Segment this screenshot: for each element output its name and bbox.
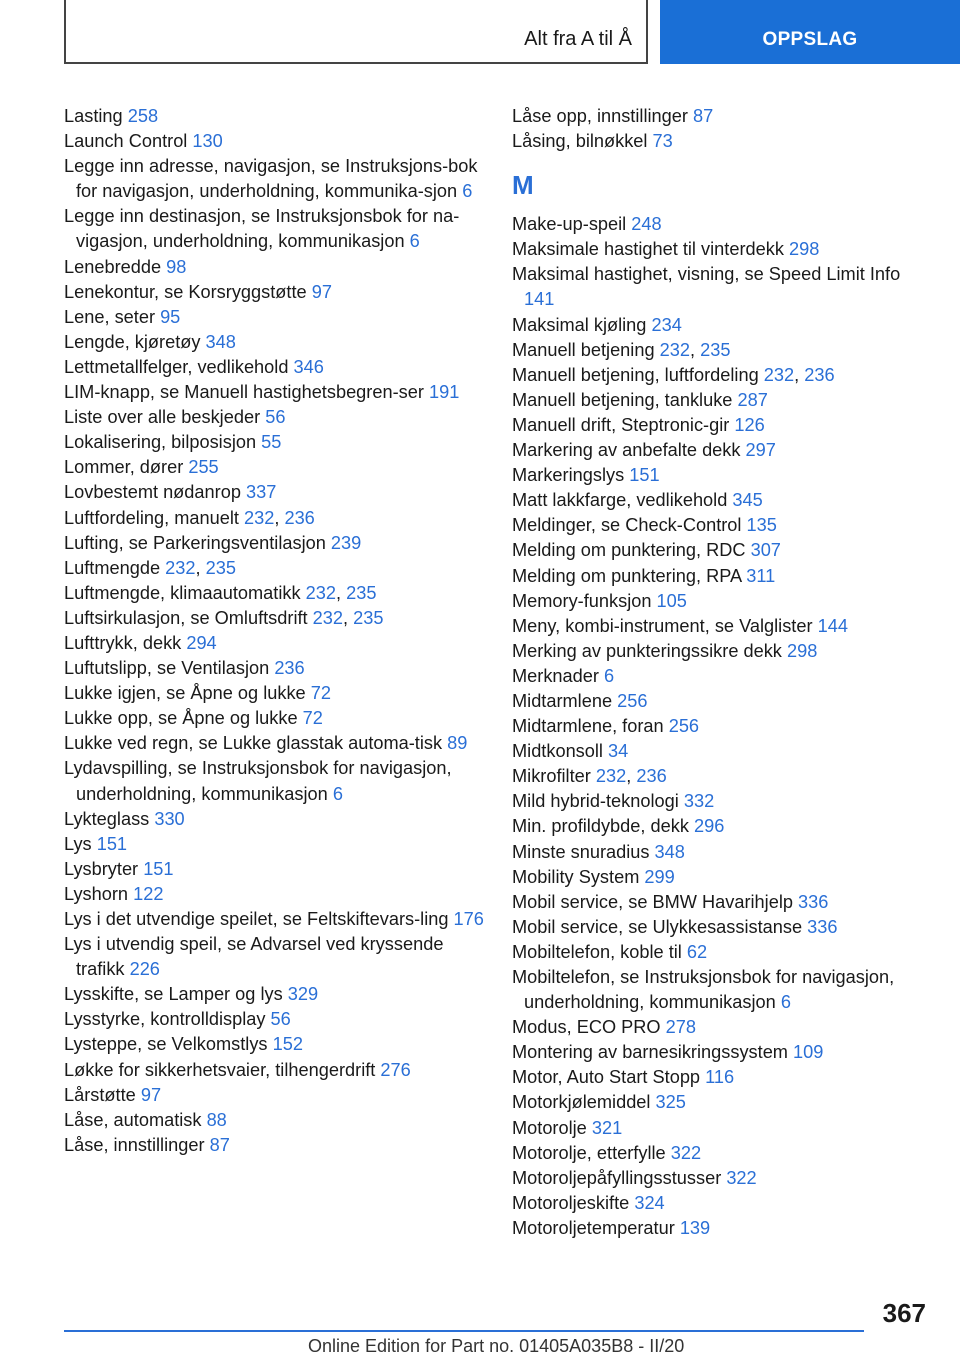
index-entry [512, 664, 932, 689]
entry-text: Modus, ECO PRO [512, 1017, 661, 1038]
page-link[interactable]: 97 [140, 1084, 162, 1105]
index-entry [64, 455, 484, 480]
entry-text: Lyshorn [64, 883, 129, 904]
index-entry [512, 488, 932, 513]
entry-text: Lukke igjen, se Åpne og lukke [64, 683, 306, 704]
page-link[interactable]: 151 [629, 465, 660, 486]
index-entry [512, 940, 932, 965]
index-column-left [64, 104, 484, 1158]
index-entry [64, 1108, 484, 1133]
index-entry [512, 714, 932, 739]
entry-text: Manuell betjening [512, 339, 655, 360]
page-link[interactable]: 235 [205, 557, 236, 578]
page-link[interactable]: 236 [274, 658, 305, 679]
page-link[interactable]: 346 [293, 356, 324, 377]
page-link[interactable]: 322 [670, 1142, 702, 1163]
index-entry [64, 857, 484, 882]
entry-text: Låse opp, innstillinger [512, 106, 688, 126]
entry-text: Maksimale hastighet til vinterdekk [512, 239, 784, 260]
index-entry [64, 932, 484, 982]
index-entry: Luftfordeling, manuelt 232, 236 [64, 507, 315, 528]
page-link[interactable]: 232 [243, 507, 275, 528]
page-link[interactable]: 139 [679, 1217, 711, 1238]
index-entry [64, 731, 484, 756]
page-link[interactable]: 151 [143, 858, 174, 879]
index-entry [64, 531, 484, 556]
page-link[interactable]: 232 [305, 582, 336, 603]
entry-text: Lys i utvendig speil, se Advarsel ved kryssende trafikk [64, 934, 444, 980]
page-link[interactable]: 336 [798, 891, 829, 912]
index-entry [512, 965, 932, 1015]
entry-text: Matt lakkfarge, vedlikehold [512, 490, 728, 511]
page-link[interactable]: 235 [346, 582, 377, 603]
entry-text: Motor, Auto Start Stopp [512, 1067, 701, 1088]
entry-text: Lenebredde [64, 256, 162, 277]
entry-text: Montering av barnesikringssystem [512, 1042, 788, 1063]
entry-text: Maksimal kjøling [512, 314, 647, 335]
index-entry [64, 681, 484, 706]
page-link[interactable]: 329 [287, 984, 319, 1005]
page-link[interactable]: 34 [608, 741, 629, 762]
entry-text: Lys [64, 833, 92, 854]
entry-text: Melding om punktering, RDC [512, 540, 746, 561]
entry-text: Markeringslys [512, 465, 625, 486]
page-link[interactable]: 322 [726, 1167, 757, 1188]
entry-text: Lettmetallfelger, vedlikehold [64, 356, 289, 377]
index-entry [512, 1166, 932, 1191]
entry-text: Memory-funksjon [512, 590, 652, 611]
index-entry [512, 463, 932, 488]
page-link[interactable]: 298 [786, 640, 818, 661]
index-entry [64, 430, 484, 455]
entry-text: Luftutslipp, se Ventilasjon [64, 658, 270, 679]
page-link[interactable]: 226 [129, 959, 160, 980]
index-entry [64, 405, 484, 430]
page-link[interactable]: 88 [206, 1109, 227, 1130]
index-entry: Mikrofilter 232, 236 [512, 766, 667, 787]
index-entry [64, 255, 484, 280]
entry-text: Midtarmlene [512, 690, 613, 711]
index-entry [512, 865, 932, 890]
entry-text: Manuell betjening, luftfordeling [512, 364, 759, 385]
entry-text: Meldinger, se Check-Control [512, 515, 742, 536]
entry-text: Merknader [512, 665, 599, 686]
page-link[interactable]: 255 [188, 457, 219, 478]
page-link[interactable]: 298 [788, 239, 820, 260]
page-link[interactable]: 87 [693, 106, 714, 126]
entry-text: Lårstøtte [64, 1084, 136, 1105]
entry-text: Lommer, dører [64, 457, 184, 478]
index-entry [512, 814, 932, 839]
page-link[interactable]: 278 [665, 1017, 696, 1038]
index-entry [64, 380, 484, 405]
page-link[interactable]: 87 [209, 1134, 230, 1155]
index-entry [64, 104, 484, 129]
index-entry [512, 589, 932, 614]
page-link[interactable]: 235 [353, 607, 384, 628]
index-entry [512, 1090, 932, 1115]
section-title: Alt fra A til Å [524, 28, 632, 50]
page-link[interactable]: 345 [732, 490, 763, 511]
footer-divider [64, 1330, 864, 1332]
entry-text: Merking av punkteringssikre dekk [512, 640, 782, 661]
index-entry [512, 1216, 932, 1241]
entry-text: Mild hybrid-teknologi [512, 791, 679, 812]
entry-text: Luftsirkulasjon, se Omluftsdrift [64, 607, 308, 628]
page-link[interactable]: 234 [651, 314, 682, 335]
index-entry [512, 413, 932, 438]
page-link[interactable]: 97 [311, 281, 332, 302]
index-entry [64, 1032, 484, 1057]
page-link[interactable]: 336 [807, 916, 838, 937]
entry-text: Markering av anbefalte dekk [512, 440, 741, 461]
entry-text: Låse, automatisk [64, 1109, 202, 1130]
index-entry [512, 1116, 932, 1141]
index-entry: Manuell betjening, luftfordeling 232, 236 [512, 364, 835, 385]
page-link[interactable]: 299 [644, 866, 675, 887]
entry-text: Løkke for sikkerhetsvaier, tilhengerdrift [64, 1059, 376, 1080]
index-entry [64, 129, 484, 154]
entry-text: Meny, kombi-instrument, se Valglister [512, 615, 813, 636]
tab-oppslag[interactable]: OPPSLAG [660, 0, 960, 64]
entry-text: Motoroljetemperatur [512, 1217, 675, 1238]
index-entry [64, 1133, 484, 1158]
index-entry [512, 739, 932, 764]
entry-text: Lovbestemt nødanrop [64, 482, 241, 503]
page-link[interactable]: 56 [265, 407, 286, 428]
entry-text: Lasting [64, 106, 123, 126]
entry-text: Mobil service, se BMW Havarihjelp [512, 891, 793, 912]
entry-text: Motorolje, etterfylle [512, 1142, 666, 1163]
entry-text: Legge inn destinasjon, se Instruksjonsbok for na‐vigasjon, underholdning, kommunikasjon [64, 206, 460, 252]
index-entry [64, 330, 484, 355]
page-link[interactable]: 296 [693, 816, 725, 837]
entry-text: LIM-knapp, se Manuell hastighetsbegren‐ser [64, 382, 424, 403]
index-entry: Luftmengde, klimaautomatikk 232, 235 [64, 582, 377, 603]
index-entry [512, 564, 932, 589]
index-entry [512, 890, 932, 915]
page-link[interactable]: 248 [631, 214, 662, 235]
index-entry [512, 1065, 932, 1090]
index-entry [64, 1007, 484, 1032]
page-link[interactable]: 116 [705, 1067, 735, 1088]
entry-text: Mobiltelefon, koble til [512, 941, 682, 962]
index-entry [512, 438, 932, 463]
index-entry [512, 789, 932, 814]
page-link[interactable]: 151 [96, 833, 128, 854]
page-link[interactable]: 348 [205, 331, 236, 352]
page-link[interactable]: 98 [166, 256, 187, 277]
index-entry [512, 1040, 932, 1065]
header-frame [64, 0, 648, 64]
page-link[interactable]: 176 [453, 909, 484, 929]
entry-text: Lengde, kjøretøy [64, 331, 201, 352]
page-link[interactable]: 256 [617, 690, 648, 711]
index-entry [64, 204, 484, 254]
page-link[interactable]: 55 [261, 432, 282, 453]
page-link[interactable]: 135 [746, 515, 777, 536]
page-link[interactable]: 337 [246, 482, 277, 503]
page-link[interactable]: 105 [656, 590, 687, 611]
page-link[interactable]: 6 [780, 992, 791, 1013]
page-link[interactable]: 294 [186, 632, 217, 653]
page-link[interactable]: 6 [462, 181, 473, 202]
page-link[interactable]: 297 [745, 440, 776, 461]
entry-text: Motoroljeskifte [512, 1192, 630, 1213]
page-link[interactable]: 330 [154, 808, 185, 829]
entry-text: Lufting, se Parkeringsventilasjon [64, 532, 326, 553]
page-link[interactable]: 232 [595, 766, 627, 787]
page-link[interactable]: 141 [524, 289, 555, 310]
page-number: 367 [882, 1298, 926, 1328]
entry-text: Låsing, bilnøkkel [512, 131, 648, 152]
index-entry [512, 1141, 932, 1166]
index-entry [512, 237, 932, 262]
entry-text: Minste snuradius [512, 841, 650, 862]
page-link[interactable]: 6 [409, 231, 420, 252]
entry-text: Lufttrykk, dekk [64, 632, 182, 653]
index-entry [64, 656, 484, 681]
index-entry [64, 480, 484, 505]
entry-text: Legge inn adresse, navigasjon, se Instruksjons‐bok for navigasjon, underholdning, kommunika‐sjon [64, 156, 478, 202]
index-entry [512, 840, 932, 865]
index-entry [64, 631, 484, 656]
entry-text: Lenekontur, se Korsryggstøtte [64, 281, 307, 302]
page-link[interactable]: 72 [310, 683, 331, 704]
index-entry [64, 832, 484, 857]
index-entry [512, 915, 932, 940]
page-link[interactable]: 276 [380, 1059, 411, 1080]
page-link[interactable]: 321 [591, 1117, 623, 1138]
entry-text: Mobiltelefon, se Instruksjonsbok for navigasjon, underholdning, kommunikasjon [512, 967, 895, 1013]
index-entry [64, 154, 484, 204]
entry-text: Låse, innstillinger [64, 1134, 205, 1155]
page-link[interactable]: 348 [654, 841, 685, 862]
index-column-right [512, 104, 932, 1241]
page-link[interactable]: 144 [817, 615, 848, 636]
entry-text: Lydavspilling, se Instruksjonsbok for navigasjon, underholdning, kommunikasjon [64, 758, 452, 804]
index-entry [64, 882, 484, 907]
index-entry [512, 313, 932, 338]
entry-text: Min. profildybde, dekk [512, 816, 689, 837]
page-link[interactable]: 235 [700, 339, 731, 360]
index-entry [512, 212, 932, 237]
entry-text: Mobility System [512, 866, 640, 887]
page-link[interactable]: 6 [604, 665, 615, 686]
page-link[interactable]: 232 [763, 364, 795, 385]
index-entry [64, 807, 484, 832]
entry-text: Lysteppe, se Velkomstlys [64, 1034, 268, 1055]
index-entry [64, 756, 484, 806]
entry-text: Lykteglass [64, 808, 150, 829]
footer-edition: Online Edition for Part no. 01405A035B8 - II/20 [308, 1336, 685, 1356]
entry-text: Liste over alle beskjeder [64, 407, 261, 428]
entry-text: Motoroljepåfyllingsstusser [512, 1167, 722, 1188]
entry-text: Maksimal hastighet, visning, se Speed Limit Info [512, 264, 901, 285]
page-link[interactable]: 239 [330, 532, 362, 553]
page-link[interactable]: 256 [668, 716, 700, 737]
index-entry [512, 689, 932, 714]
page-link[interactable]: 56 [270, 1009, 291, 1030]
entry-text: Midtarmlene, foran [512, 716, 664, 737]
index-entry [512, 262, 932, 312]
page-link[interactable]: 191 [428, 382, 460, 403]
entry-text: Mobil service, se Ulykkesassistanse [512, 916, 803, 937]
entry-text: Luftmengde [64, 557, 161, 578]
index-entry [64, 706, 484, 731]
index-entry [512, 104, 932, 129]
entry-text: Midtkonsoll [512, 741, 603, 762]
entry-text: Lysstyrke, kontrolldisplay [64, 1009, 266, 1030]
entry-text: Motorolje [512, 1117, 587, 1138]
index-entry [512, 388, 932, 413]
index-entry: Luftmengde 232, 235 [64, 557, 236, 578]
page-link[interactable]: 109 [793, 1042, 824, 1063]
index-entry [512, 639, 932, 664]
entry-text: Launch Control [64, 131, 188, 152]
page-link[interactable]: 287 [737, 389, 768, 410]
index-entry [64, 1058, 484, 1083]
page-link[interactable]: 89 [447, 733, 468, 754]
index-entry [64, 280, 484, 305]
page-link[interactable]: 126 [734, 414, 765, 435]
page-link[interactable]: 236 [284, 507, 315, 528]
index-entry [64, 907, 484, 932]
entry-text: Lokalisering, bilposisjon [64, 432, 257, 453]
page-link[interactable]: 122 [133, 883, 164, 904]
page-link[interactable]: 73 [652, 131, 673, 152]
index-entry: Manuell betjening 232, 235 [512, 339, 731, 360]
entry-text: Lysskifte, se Lamper og lys [64, 984, 283, 1005]
index-entry [512, 1015, 932, 1040]
entry-text: Melding om punktering, RPA [512, 565, 742, 586]
entry-text: Lukke opp, se Åpne og lukke [64, 708, 298, 729]
page-link[interactable]: 232 [312, 607, 344, 628]
page-link[interactable]: 152 [272, 1034, 303, 1055]
page-link[interactable]: 332 [683, 791, 715, 812]
page-link[interactable]: 130 [192, 131, 223, 152]
entry-text: Manuell betjening, tankluke [512, 389, 733, 410]
section-letter: M [512, 170, 534, 201]
page-link[interactable]: 307 [750, 540, 781, 561]
index-entry [64, 1083, 484, 1108]
page-link[interactable]: 258 [127, 106, 159, 126]
entry-text: Motorkjølemiddel [512, 1092, 651, 1113]
page-link[interactable]: 62 [686, 941, 708, 962]
index-entry [512, 538, 932, 563]
page-link[interactable]: 324 [634, 1192, 665, 1213]
entry-text: Lene, seter [64, 306, 155, 327]
entry-text: Make-up-speil [512, 214, 627, 235]
page-link[interactable]: 232 [165, 557, 196, 578]
index-entry [64, 982, 484, 1007]
index-entry [64, 305, 484, 330]
index-entry [512, 614, 932, 639]
entry-text: Lys i det utvendige speilet, se Feltskiftevars‐ling [64, 909, 449, 929]
entry-text: Luftmengde, klimaautomatikk [64, 582, 301, 603]
page-link[interactable]: 72 [302, 708, 323, 729]
page-link[interactable]: 311 [746, 565, 776, 586]
index-entry [512, 129, 932, 154]
page-link[interactable]: 236 [804, 364, 835, 385]
page-link[interactable]: 6 [332, 783, 343, 804]
page-link[interactable]: 236 [636, 766, 667, 787]
page-link[interactable]: 232 [659, 339, 690, 360]
index-entry [512, 1191, 932, 1216]
entry-text: Lysbryter [64, 858, 139, 879]
entry-text: Luftfordeling, manuelt [64, 507, 239, 528]
index-entry [64, 355, 484, 380]
page-link[interactable]: 325 [655, 1092, 686, 1113]
entry-text: Manuell drift, Steptronic-gir [512, 414, 730, 435]
page-link[interactable]: 95 [160, 306, 181, 327]
entry-text: Lukke ved regn, se Lukke glasstak automa‐tisk [64, 733, 443, 754]
entry-text: Mikrofilter [512, 766, 591, 787]
index-entry [512, 513, 932, 538]
index-entry: Luftsirkulasjon, se Omluftsdrift 232, 235 [64, 607, 384, 628]
